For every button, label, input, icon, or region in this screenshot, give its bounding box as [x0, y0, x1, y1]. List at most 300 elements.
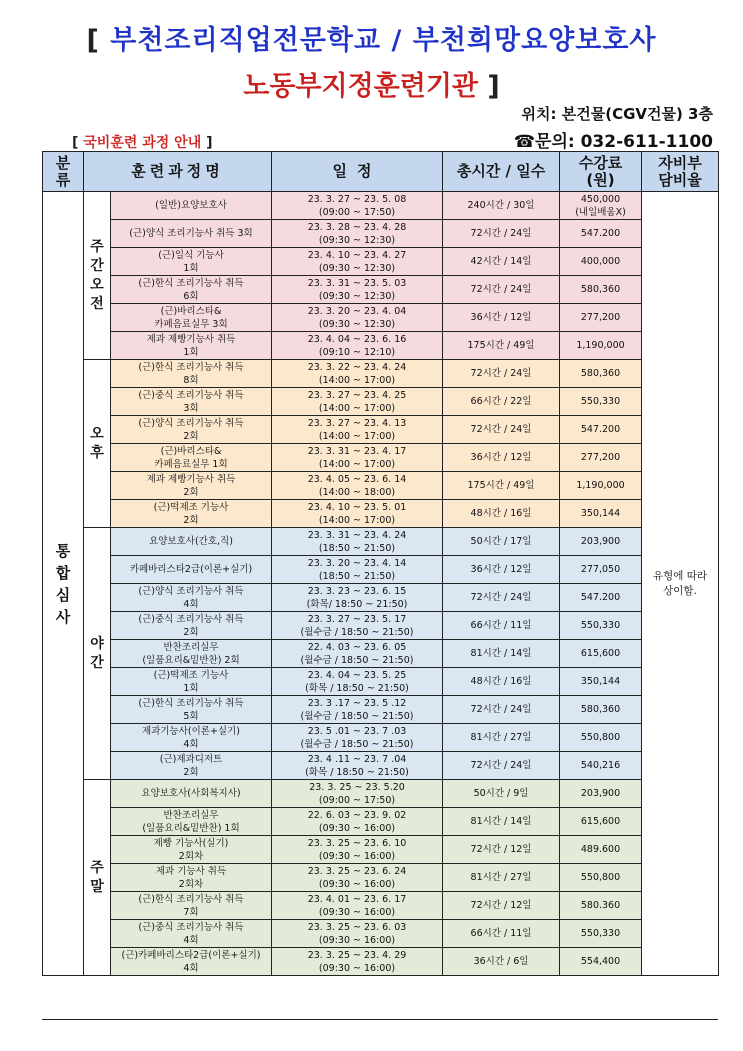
total-hours-cell	[443, 416, 560, 444]
schedule-time: (09:30 ~ 12:30)	[318, 290, 396, 302]
total-hours-cell	[443, 836, 560, 864]
total-hours-cell	[443, 752, 560, 780]
total-hours: 72시간 / 24일	[470, 704, 532, 715]
table-row	[43, 864, 719, 892]
fee-cell	[560, 780, 642, 808]
fee-value: 580.360	[580, 900, 621, 911]
schedule-cell	[272, 836, 443, 864]
fee-value: 547.200	[580, 228, 621, 239]
table-row	[43, 780, 719, 808]
schedule-cell	[272, 472, 443, 500]
fee-cell	[560, 304, 642, 332]
course-name: (근)중식 조리기능사 취득	[138, 389, 244, 401]
schedule-time: (14:00 ~ 18:00)	[318, 486, 396, 498]
schedule-dates: 23. 3. 25 ~ 23. 6. 03	[307, 921, 407, 933]
course-name-cell	[111, 500, 272, 528]
schedule-time: (18:50 ~ 21:50)	[318, 542, 396, 554]
total-hours: 48시간 / 16일	[470, 508, 532, 519]
total-hours-cell	[443, 780, 560, 808]
fee-cell	[560, 836, 642, 864]
table-row	[43, 248, 719, 276]
schedule-cell	[272, 584, 443, 612]
fee-cell	[560, 808, 642, 836]
table-row	[43, 388, 719, 416]
fee-value: 547.200	[580, 424, 621, 435]
fee-cell	[560, 472, 642, 500]
schedule-cell	[272, 304, 443, 332]
schedule-time: (화목 / 18:50 ~ 21:50)	[305, 766, 409, 778]
total-hours-cell	[443, 304, 560, 332]
course-name: (근)한식 조리기능사 취득	[138, 893, 244, 905]
fee-cell	[560, 696, 642, 724]
schedule-cell	[272, 276, 443, 304]
total-hours: 81시간 / 14일	[470, 648, 532, 659]
total-hours-cell	[443, 612, 560, 640]
schedule-dates: 23. 3. 22 ~ 23. 4. 24	[307, 361, 407, 373]
course-name-session: 2회	[183, 514, 199, 526]
title-designation: 노동부지정훈련기관	[243, 71, 478, 102]
course-name: 제과 제빵기능사 취득	[146, 473, 236, 485]
schedule-time: (화목 / 18:50 ~ 21:50)	[305, 682, 409, 694]
schedule-time: (09:30 ~ 12:30)	[318, 234, 396, 246]
table-row	[43, 668, 719, 696]
course-name-session: 3회	[183, 402, 199, 414]
schedule-cell	[272, 220, 443, 248]
total-hours: 72시간 / 24일	[470, 760, 532, 771]
course-name-cell	[111, 248, 272, 276]
schedule-time: (월수금 / 18:50 ~ 21:50)	[300, 626, 414, 638]
fee-cell	[560, 388, 642, 416]
session-group-label: 주말	[90, 859, 104, 895]
schedule-cell	[272, 640, 443, 668]
schedule-cell	[272, 388, 443, 416]
fee-value: 550,800	[580, 732, 621, 743]
table-row	[43, 500, 719, 528]
total-hours: 36시간 / 6일	[473, 956, 529, 967]
course-name: 반찬조리실무	[163, 641, 219, 653]
course-name-session: 1회	[183, 346, 199, 358]
total-hours: 81시간 / 27일	[470, 872, 532, 883]
table-row	[43, 192, 719, 220]
schedule-time: (09:30 ~ 16:00)	[318, 878, 396, 890]
course-name: (근)떡제조 기능사	[153, 669, 229, 681]
course-name-cell	[111, 948, 272, 976]
total-hours-cell	[443, 388, 560, 416]
total-hours: 72시간 / 24일	[470, 368, 532, 379]
course-name-session: 4회	[183, 738, 199, 750]
total-hours: 48시간 / 16일	[470, 676, 532, 687]
table-row	[43, 360, 719, 388]
schedule-cell	[272, 752, 443, 780]
schedule-dates: 23. 4. 04 ~ 23. 6. 16	[307, 333, 407, 345]
fee-cell	[560, 360, 642, 388]
category-label: 통합심사	[55, 541, 71, 626]
table-row	[43, 584, 719, 612]
fee-cell	[560, 892, 642, 920]
course-name-session: 2회차	[178, 878, 204, 890]
fee-value: 550,330	[580, 396, 621, 407]
course-name-cell	[111, 332, 272, 360]
course-name: 제과 제빵기능사 취득	[146, 333, 236, 345]
schedule-time: (09:30 ~ 16:00)	[318, 850, 396, 862]
fee-value: 615,600	[580, 648, 621, 659]
schedule-time: (09:30 ~ 16:00)	[318, 962, 396, 974]
schedule-dates: 23. 3. 31 ~ 23. 5. 03	[307, 277, 407, 289]
course-name-cell	[111, 640, 272, 668]
schedule-dates: 23. 3. 23 ~ 23. 6. 15	[307, 585, 407, 597]
course-name: 카페바리스타2급(이론+실기)	[129, 564, 253, 575]
course-name-session: 2회	[183, 766, 199, 778]
table-row	[43, 220, 719, 248]
schedule-cell	[272, 696, 443, 724]
total-hours: 66시간 / 22일	[470, 396, 532, 407]
course-name-session: 2회	[183, 430, 199, 442]
fee-value: 580,360	[580, 368, 621, 379]
table-row	[43, 304, 719, 332]
schedule-time: (14:00 ~ 17:00)	[318, 402, 396, 414]
total-hours: 72시간 / 24일	[470, 228, 532, 239]
session-group-cell	[84, 192, 111, 360]
title-close-bracket: ]	[487, 71, 500, 102]
fee-note: (내일배움X)	[575, 206, 626, 218]
total-hours-cell	[443, 472, 560, 500]
fee-cell	[560, 416, 642, 444]
total-hours-cell	[443, 696, 560, 724]
table-row	[43, 444, 719, 472]
total-hours-cell	[443, 920, 560, 948]
course-name-session: 카페음료실무 1회	[154, 458, 228, 470]
table-row	[43, 892, 719, 920]
notice-text: 국비훈련 과정 안내	[83, 135, 202, 151]
course-name: (근)양식 조리기능사 취득	[138, 585, 244, 597]
schedule-time: (09:30 ~ 16:00)	[318, 906, 396, 918]
total-hours-cell	[443, 892, 560, 920]
fee-cell	[560, 528, 642, 556]
fee-value: 277,200	[580, 312, 621, 323]
table-row	[43, 836, 719, 864]
course-name: 제빵 기능사(실기)	[153, 837, 229, 849]
course-name: (근)한식 조리기능사 취득	[138, 361, 244, 373]
total-hours-cell	[443, 192, 560, 220]
session-group-label: 오후	[90, 425, 104, 461]
fee-value: 277,200	[580, 452, 621, 463]
course-table	[42, 151, 719, 976]
table-row	[43, 472, 719, 500]
schedule-dates: 23. 3 .17 ~ 23. 5 .12	[307, 697, 407, 709]
session-group-cell	[84, 528, 111, 780]
fee-cell	[560, 948, 642, 976]
schedule-cell	[272, 528, 443, 556]
schedule-time: (14:00 ~ 17:00)	[318, 458, 396, 470]
course-name-session: (일품요리&밑반찬) 2회	[142, 654, 240, 666]
total-hours-cell	[443, 444, 560, 472]
course-name-cell	[111, 724, 272, 752]
fee-cell	[560, 612, 642, 640]
fee-value: 554,400	[580, 956, 621, 967]
course-name: 제과 기능사 취득	[155, 865, 227, 877]
course-name-session: 2회	[183, 486, 199, 498]
table-row	[43, 640, 719, 668]
total-hours: 66시간 / 11일	[470, 928, 532, 939]
course-name-cell	[111, 864, 272, 892]
fee-cell	[560, 192, 642, 220]
phone-text: ☎문의: 032-611-1100	[513, 132, 713, 152]
fee-cell	[560, 332, 642, 360]
table-row	[43, 276, 719, 304]
schedule-dates: 23. 3. 27 ~ 23. 4. 25	[307, 389, 407, 401]
course-name-cell	[111, 780, 272, 808]
fee-value: 550,330	[580, 928, 621, 939]
course-name: (근)바리스타&	[160, 445, 222, 457]
schedule-cell	[272, 808, 443, 836]
course-name-session: 2회차	[178, 850, 204, 862]
course-name: (근)바리스타&	[160, 305, 222, 317]
fee-cell	[560, 724, 642, 752]
course-name: (근)한식 조리기능사 취득	[138, 697, 244, 709]
course-name-session: 6회	[183, 290, 199, 302]
table-row	[43, 752, 719, 780]
ratio-note: 유형에 따라 상이함.	[652, 569, 708, 597]
session-group-cell	[84, 360, 111, 528]
session-group-label: 주간오전	[90, 238, 104, 312]
table-row	[43, 808, 719, 836]
table-header-row	[43, 152, 719, 192]
notice-close-bracket: ]	[206, 135, 213, 151]
course-name-cell	[111, 276, 272, 304]
schedule-dates: 23. 4. 05 ~ 23. 6. 14	[307, 473, 407, 485]
course-name: (근)양식 조리기능사 취득 3회	[129, 228, 253, 239]
total-hours-cell	[443, 724, 560, 752]
schedule-dates: 23. 4. 10 ~ 23. 5. 01	[307, 501, 407, 513]
schedule-cell	[272, 248, 443, 276]
total-hours-cell	[443, 248, 560, 276]
total-hours-cell	[443, 528, 560, 556]
header-schedule: 일정	[272, 152, 443, 192]
total-hours: 72시간 / 12일	[470, 844, 532, 855]
fee-cell	[560, 556, 642, 584]
fee-cell	[560, 668, 642, 696]
fee-cell	[560, 248, 642, 276]
total-hours-cell	[443, 808, 560, 836]
course-name-cell	[111, 556, 272, 584]
total-hours: 81시간 / 27일	[470, 732, 532, 743]
course-name: (근)중식 조리기능사 취득	[138, 613, 244, 625]
fee-value: 450,000	[580, 193, 621, 205]
course-name-cell	[111, 220, 272, 248]
schedule-time: (14:00 ~ 17:00)	[318, 374, 396, 386]
schedule-dates: 23. 3. 25 ~ 23. 4. 29	[307, 949, 407, 961]
table-row	[43, 612, 719, 640]
title-schools: 부천조리직업전문학교 / 부천희망요양보호사	[110, 25, 657, 56]
total-hours: 36시간 / 12일	[470, 452, 532, 463]
course-name: 제과기능사(이론+실기)	[142, 725, 240, 737]
fee-cell	[560, 500, 642, 528]
schedule-cell	[272, 444, 443, 472]
total-hours: 81시간 / 14일	[470, 816, 532, 827]
course-name-session: 5회	[183, 710, 199, 722]
total-hours: 72시간 / 24일	[470, 284, 532, 295]
schedule-time: (09:00 ~ 17:50)	[318, 794, 396, 806]
schedule-cell	[272, 556, 443, 584]
schedule-dates: 23. 3. 27 ~ 23. 5. 08	[307, 193, 407, 205]
table-row	[43, 948, 719, 976]
schedule-cell	[272, 948, 443, 976]
course-name-cell	[111, 304, 272, 332]
course-name-session: 8회	[183, 374, 199, 386]
fee-cell	[560, 640, 642, 668]
schedule-time: (월수금 / 18:50 ~ 21:50)	[300, 654, 414, 666]
schedule-cell	[272, 780, 443, 808]
total-hours: 175시간 / 49일	[467, 480, 535, 491]
fee-value: 400,000	[580, 256, 621, 267]
course-name-cell	[111, 192, 272, 220]
notice-open-bracket: [	[72, 135, 79, 151]
course-name-cell	[111, 444, 272, 472]
schedule-cell	[272, 332, 443, 360]
course-name-cell	[111, 696, 272, 724]
schedule-time: (14:00 ~ 17:00)	[318, 514, 396, 526]
schedule-dates: 22. 6. 03 ~ 23. 9. 02	[307, 809, 407, 821]
schedule-cell	[272, 920, 443, 948]
course-name: 요양보호사(간호,직)	[149, 536, 233, 547]
course-name-cell	[111, 808, 272, 836]
fee-cell	[560, 220, 642, 248]
total-hours: 36시간 / 12일	[470, 564, 532, 575]
fee-value: 547.200	[580, 592, 621, 603]
course-name-session: 4회	[183, 934, 199, 946]
total-hours: 72시간 / 24일	[470, 424, 532, 435]
schedule-dates: 23. 4. 10 ~ 23. 4. 27	[307, 249, 407, 261]
header-course: 훈련과정명	[84, 152, 272, 192]
schedule-time: (월수금 / 18:50 ~ 21:50)	[300, 710, 414, 722]
schedule-dates: 23. 4. 01 ~ 23. 6. 17	[307, 893, 407, 905]
session-group-cell	[84, 780, 111, 976]
schedule-time: (09:30 ~ 16:00)	[318, 822, 396, 834]
schedule-dates: 23. 3. 25 ~ 23. 6. 24	[307, 865, 407, 877]
fee-value: 550,800	[580, 872, 621, 883]
total-hours: 240시간 / 30일	[467, 200, 535, 211]
schedule-time: (화목/ 18:50 ~ 21:50)	[306, 598, 408, 610]
header-fee: 수강료(원)	[560, 152, 642, 192]
course-name: (근)중식 조리기능사 취득	[138, 921, 244, 933]
total-hours-cell	[443, 360, 560, 388]
total-hours-cell	[443, 556, 560, 584]
total-hours-cell	[443, 276, 560, 304]
schedule-dates: 23. 3. 27 ~ 23. 5. 17	[307, 613, 407, 625]
schedule-time: (월수금 / 18:50 ~ 21:50)	[300, 738, 414, 750]
fee-value: 350,144	[580, 676, 621, 687]
title-line-2	[0, 64, 743, 103]
course-name-session: 7회	[183, 906, 199, 918]
fee-cell	[560, 752, 642, 780]
fee-value: 203,900	[580, 788, 621, 799]
course-name-cell	[111, 612, 272, 640]
total-hours: 175시간 / 49일	[467, 340, 535, 351]
schedule-time: (09:30 ~ 12:30)	[318, 262, 396, 274]
total-hours: 42시간 / 14일	[470, 256, 532, 267]
table-row	[43, 724, 719, 752]
course-name-cell	[111, 836, 272, 864]
course-name: (근)카페바리스타2급(이론+실기)	[121, 949, 261, 961]
schedule-cell	[272, 892, 443, 920]
course-name-cell	[111, 360, 272, 388]
schedule-cell	[272, 612, 443, 640]
fee-cell	[560, 584, 642, 612]
total-hours: 36시간 / 12일	[470, 312, 532, 323]
fee-cell	[560, 864, 642, 892]
schedule-dates: 22. 4. 03 ~ 23. 6. 05	[307, 641, 407, 653]
fee-value: 540,216	[580, 760, 621, 771]
course-name: (근)제과디저트	[159, 753, 223, 765]
schedule-time: (09:30 ~ 16:00)	[318, 934, 396, 946]
schedule-cell	[272, 864, 443, 892]
course-name: (근)한식 조리기능사 취득	[138, 277, 244, 289]
fee-value: 350,144	[580, 508, 621, 519]
course-name-session: 1회	[183, 262, 199, 274]
notice-label	[72, 132, 213, 152]
session-group-label: 야간	[90, 635, 104, 671]
total-hours-cell	[443, 332, 560, 360]
course-name-session: 4회	[183, 962, 199, 974]
table-row	[43, 556, 719, 584]
table-row	[43, 696, 719, 724]
total-hours-cell	[443, 584, 560, 612]
course-name-session: 2회	[183, 626, 199, 638]
schedule-dates: 23. 3. 25 ~ 23. 5.20	[309, 781, 405, 793]
course-name-cell	[111, 528, 272, 556]
course-name: 요양보호사(사회복지사)	[141, 788, 241, 799]
total-hours-cell	[443, 640, 560, 668]
course-name: 반찬조리실무	[163, 809, 219, 821]
header-total: 총시간 / 일수	[443, 152, 560, 192]
course-name-session: (일품요리&밑반찬) 1회	[142, 822, 240, 834]
schedule-cell	[272, 668, 443, 696]
fee-value: 489.600	[580, 844, 621, 855]
course-name-session: 1회	[183, 682, 199, 694]
fee-value: 1,190,000	[576, 480, 625, 491]
table-row	[43, 416, 719, 444]
fee-value: 1,190,000	[576, 340, 625, 351]
fee-value: 277,050	[580, 564, 621, 575]
fee-value: 615,600	[580, 816, 621, 827]
course-name-session: 카페음료실무 3회	[154, 318, 228, 330]
course-name-cell	[111, 920, 272, 948]
table-row	[43, 920, 719, 948]
total-hours-cell	[443, 500, 560, 528]
total-hours: 50시간 / 17일	[470, 536, 532, 547]
fee-value: 203,900	[580, 536, 621, 547]
table-row	[43, 332, 719, 360]
header-ratio: 자비부담비율	[642, 152, 719, 192]
fee-value: 580,360	[580, 704, 621, 715]
fee-cell	[560, 920, 642, 948]
course-name-cell	[111, 892, 272, 920]
course-name: (일반)요양보호사	[155, 200, 227, 211]
schedule-cell	[272, 724, 443, 752]
title-line-1	[0, 18, 743, 57]
course-name-session: 4회	[183, 598, 199, 610]
course-name-cell	[111, 752, 272, 780]
schedule-dates: 23. 3. 20 ~ 23. 4. 14	[307, 557, 407, 569]
total-hours-cell	[443, 948, 560, 976]
schedule-cell	[272, 500, 443, 528]
schedule-time: (14:00 ~ 17:00)	[318, 430, 396, 442]
fee-cell	[560, 444, 642, 472]
location-text: 위치: 본건물(CGV건물) 3층	[521, 105, 713, 123]
total-hours: 66시간 / 11일	[470, 620, 532, 631]
title-open-bracket: [	[86, 25, 100, 56]
schedule-dates: 23. 3. 28 ~ 23. 4. 28	[307, 221, 407, 233]
